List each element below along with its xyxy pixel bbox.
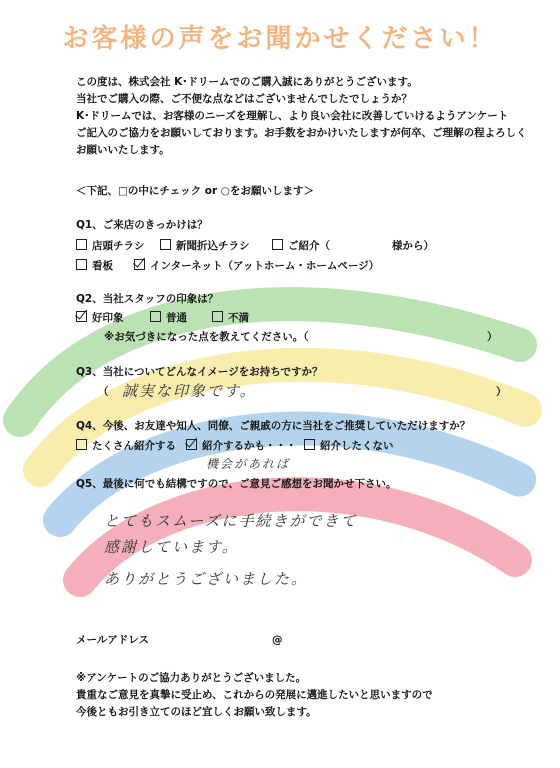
q5-answer-line: 感謝しています。 — [104, 538, 239, 556]
option-label: 普通 — [166, 312, 187, 324]
option-label: たくさん紹介する — [92, 440, 176, 452]
email-at-sign: @ — [272, 634, 283, 646]
intro-line: 当社でご購入の際、ご不便な点などはございませんでしたでしょうか？ — [76, 93, 412, 105]
q5-answer-line: ありがとうございました。 — [104, 570, 309, 588]
page-title: お客様の声をお聞かせください！ — [62, 24, 498, 54]
instruction-text: ＜下記、□の中にチェック or ○をお願いします＞ — [76, 185, 314, 197]
q4-option-many[interactable] — [76, 438, 176, 455]
checked-checkbox[interactable] — [134, 259, 145, 270]
option-label: 店頭チラシ — [92, 240, 145, 252]
checkbox[interactable] — [76, 439, 87, 450]
intro-line: K･ドリームでは、お客様のニーズを理解し、より良い会社に改善していけるようアンケート — [76, 110, 509, 122]
q4-handwritten-note: 機会があれば — [206, 457, 291, 471]
checked-checkbox[interactable] — [186, 439, 197, 450]
intro-line: この度は、株式会社 K･ドリームでのご購入誠にありがとうございます。 — [76, 76, 418, 88]
q2-followup-close: ） — [487, 331, 498, 343]
q4-option-no[interactable] — [304, 438, 394, 455]
q4-option-maybe[interactable] — [186, 438, 297, 455]
option-label: インターネット（アットホーム・ホームページ） — [150, 260, 380, 272]
q4-question: Q4、今後、お友達や知人、同僚、ご親戚の方に当社をご推奨していただけますか？ — [76, 420, 471, 432]
checked-checkbox[interactable] — [76, 311, 87, 322]
q3-question: Q3、当社についてどんなイメージをお持ちですか？ — [76, 366, 323, 378]
q2-option-bad[interactable] — [212, 310, 249, 327]
q3-close-paren: ） — [496, 386, 507, 398]
email-label: メールアドレス — [76, 634, 149, 646]
footer-line: 今後ともお引き立てのほど宜しくお願い致します。 — [76, 706, 317, 718]
option-label: 好印象 — [92, 312, 124, 324]
checkbox[interactable] — [272, 239, 283, 250]
option-label: 紹介したくない — [320, 440, 394, 452]
intro-text — [76, 74, 527, 159]
q1-option-internet[interactable] — [134, 258, 379, 275]
option-label: 不満 — [228, 312, 249, 324]
q5-answer-line: とてもスムーズに手続きができて — [104, 512, 358, 530]
intro-line: ご記入のご協力をお願いしております。お手数をおかけいたしますが何卒、ご理解の程よろしく — [76, 127, 527, 139]
checkbox[interactable] — [76, 239, 87, 250]
checkbox[interactable] — [150, 311, 161, 322]
q1-referral-suffix: 様から） — [392, 240, 434, 252]
checkbox[interactable] — [76, 259, 87, 270]
q3-handwritten-answer: 誠実な印象です。 — [122, 382, 257, 400]
q1-option-referral[interactable] — [272, 238, 330, 255]
checkbox[interactable] — [160, 239, 171, 250]
option-label: 看板 — [92, 260, 113, 272]
q2-question: Q2、当社スタッフの印象は？ — [76, 293, 219, 305]
option-label: ご紹介（ — [288, 240, 330, 252]
q2-option-good[interactable] — [76, 310, 124, 327]
q1-option-sign[interactable] — [76, 258, 113, 275]
footer-line: ※アンケートのご協力ありがとうございました。 — [76, 672, 307, 684]
option-label: 紹介するかも・・・ — [202, 440, 297, 452]
option-label: 新聞折込チラシ — [176, 240, 250, 252]
footer-line: 貴重なご意見を真摯に受止め、これからの発展に邁進したいと思いますので — [76, 689, 433, 701]
checkbox[interactable] — [304, 439, 315, 450]
q1-question: Q1、ご来店のきっかけは？ — [76, 219, 208, 231]
q5-question: Q5、最後に何でも結構ですので、ご意見ご感想をお聞かせ下さい。 — [76, 478, 397, 490]
footer-text — [76, 670, 433, 721]
q2-option-normal[interactable] — [150, 310, 187, 327]
q3-open-paren: （ — [98, 386, 109, 398]
q1-option-flyer[interactable] — [76, 238, 145, 255]
checkbox[interactable] — [212, 311, 223, 322]
intro-line: お願いいたします。 — [76, 144, 170, 156]
q1-option-newspaper[interactable] — [160, 238, 250, 255]
q2-followup: ※お気づきになった点を教えてください。（ — [104, 331, 309, 343]
